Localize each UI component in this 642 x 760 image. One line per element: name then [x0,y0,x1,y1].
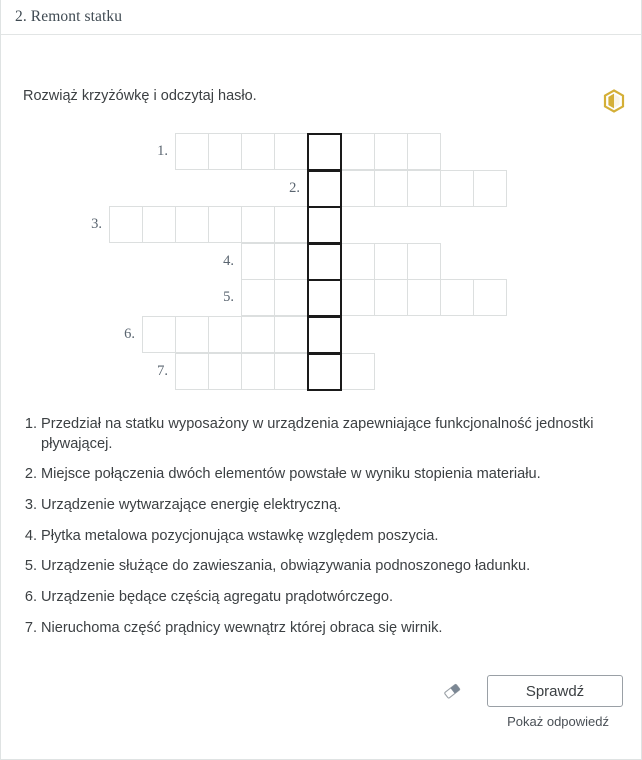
crossword-cell[interactable] [241,206,275,243]
crossword-cell[interactable] [175,353,209,390]
crossword-cell[interactable] [142,316,176,353]
crossword-key-cell[interactable] [307,316,342,354]
crossword-cell[interactable] [374,170,408,207]
crossword-cell[interactable] [208,133,242,170]
crossword-cell[interactable] [374,243,408,280]
crossword-key-cell[interactable] [307,170,342,208]
crossword-cell[interactable] [208,206,242,243]
crossword-key-cell[interactable] [307,243,342,281]
crossword-cell[interactable] [274,279,308,316]
clue-item: Miejsce połączenia dwóch elementów powstałe w wyniku stopienia materiału. [41,466,541,483]
crossword-cell[interactable] [274,243,308,280]
crossword-cell[interactable] [473,279,507,316]
crossword-key-cell[interactable] [307,279,342,317]
clue-item: Urządzenie będące częścią agregatu prądotwórczego. [41,589,394,606]
crossword-cell[interactable] [407,243,441,280]
crossword-cell[interactable] [241,353,275,390]
crossword-row [289,170,506,207]
crossword-row [223,279,506,316]
crossword-row [124,316,341,353]
crossword-key-cell[interactable] [307,206,342,244]
crossword-row-number: 6. [124,326,135,342]
crossword-cell[interactable] [374,133,408,170]
crossword-cell[interactable] [407,133,441,170]
page-header [1,0,641,35]
crossword-cell[interactable] [341,170,375,207]
crossword-cell[interactable] [274,133,308,170]
crossword-row-number: 5. [223,289,234,306]
crossword-row-number: 1. [157,143,168,159]
crossword-cell[interactable] [241,243,275,280]
crossword-grid [1,133,641,403]
crossword-cell[interactable] [341,353,375,390]
crossword-row-number: 7. [157,362,168,379]
crossword-cell[interactable] [274,206,308,243]
crossword-cell[interactable] [407,279,441,316]
crossword-cell[interactable] [175,316,209,353]
check-button[interactable]: Sprawdź [487,675,623,707]
crossword-row [91,206,341,243]
crossword-cell[interactable] [175,133,209,170]
crossword-cell[interactable] [208,316,242,353]
crossword-cell[interactable] [142,206,176,243]
clue-list [1,415,641,639]
crossword-cell[interactable] [341,243,375,280]
crossword-cell[interactable] [274,316,308,353]
crossword-cell[interactable] [341,279,375,316]
clue-item: Płytka metalowa pozycjonująca wstawkę względem poszycia. [41,527,439,544]
crossword-row [157,353,374,390]
clue-item: Urządzenie służące do zawieszania, obwiązywania podnoszonego ładunku. [41,558,531,575]
crossword-row-number: 3. [91,216,102,233]
crossword-cell[interactable] [241,316,275,353]
crossword-cell[interactable] [208,353,242,390]
crossword-cell[interactable] [175,206,209,243]
crossword-cell[interactable] [407,170,441,207]
instruction-text: Rozwiąż krzyżówkę i odczytaj hasło. [23,88,257,104]
eraser-icon[interactable] [439,678,465,704]
crossword-row [223,243,440,280]
clue-item: Urządzenie wytwarzające energię elektryczną. [41,497,342,514]
crossword-cell[interactable] [440,170,474,207]
crossword-key-cell[interactable] [307,353,342,391]
crossword-cell[interactable] [341,133,375,170]
crossword-cell[interactable] [241,133,275,170]
crossword-cell[interactable] [440,279,474,316]
crossword-row-number: 2. [289,179,300,196]
footer-controls [413,675,623,729]
crossword-cell[interactable] [241,279,275,316]
show-answer-link[interactable]: Pokaż odpowiedź [507,714,609,729]
page-title: 2. Remont statku [15,8,123,25]
clue-item: Nieruchoma część prądnicy wewnątrz której obraca się wirnik. [41,619,443,636]
crossword-cell[interactable] [473,170,507,207]
clue-item: Przedział na statku wyposażony w urządzenia zapewniające funkcjonalność jednostki pływającej. [41,416,594,452]
crossword-cell[interactable] [374,279,408,316]
crossword-cell[interactable] [274,353,308,390]
intro-row [1,87,641,113]
crossword-key-cell[interactable] [307,133,342,171]
crossword-row-number: 4. [223,252,234,269]
footer-row [413,675,623,707]
hexagon-half-filled-icon [603,89,625,113]
crossword-cell[interactable] [109,206,143,243]
crossword-row [157,133,440,170]
